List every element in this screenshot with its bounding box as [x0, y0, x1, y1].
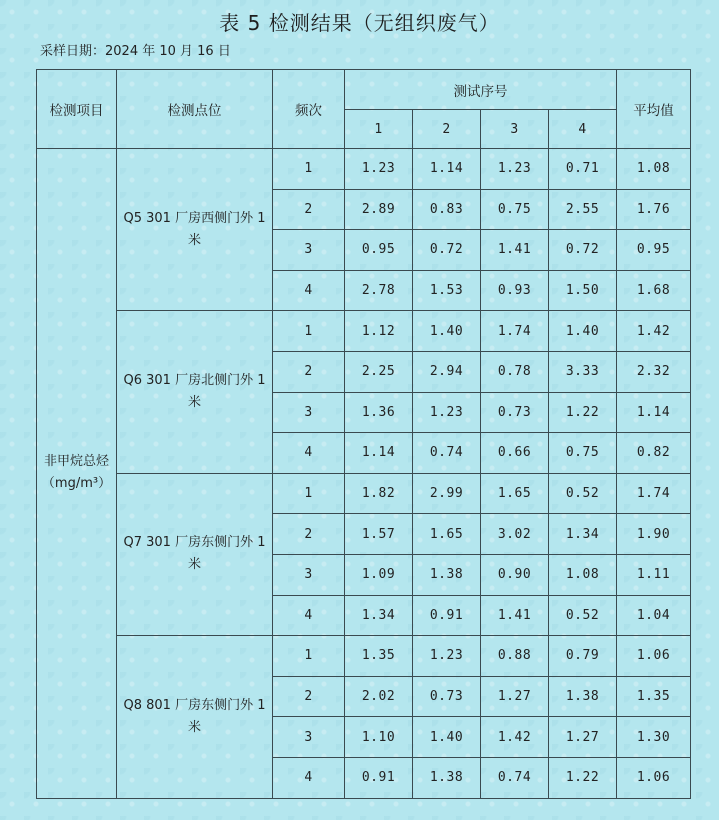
average-cell: 1.74	[617, 473, 691, 514]
value-cell: 0.66	[481, 433, 549, 474]
value-cell: 1.09	[345, 554, 413, 595]
header-test-number: 测试序号	[345, 70, 617, 110]
value-cell: 0.78	[481, 351, 549, 392]
value-cell: 0.79	[549, 636, 617, 677]
value-cell: 0.75	[549, 433, 617, 474]
frequency-cell: 2	[273, 189, 345, 230]
frequency-cell: 4	[273, 270, 345, 311]
header-test-col-4: 4	[549, 110, 617, 149]
value-cell: 0.72	[549, 230, 617, 271]
header-average: 平均值	[617, 70, 691, 149]
value-cell: 1.27	[549, 717, 617, 758]
value-cell: 2.02	[345, 676, 413, 717]
frequency-cell: 4	[273, 595, 345, 636]
frequency-cell: 3	[273, 554, 345, 595]
value-cell: 0.73	[481, 392, 549, 433]
average-cell: 1.14	[617, 392, 691, 433]
value-cell: 1.23	[413, 392, 481, 433]
table-row	[37, 473, 691, 514]
value-cell: 0.71	[549, 149, 617, 190]
average-cell: 1.68	[617, 270, 691, 311]
average-cell: 1.11	[617, 554, 691, 595]
value-cell: 1.82	[345, 473, 413, 514]
value-cell: 2.89	[345, 189, 413, 230]
value-cell: 1.14	[345, 433, 413, 474]
value-cell: 0.74	[481, 757, 549, 798]
value-cell: 0.95	[345, 230, 413, 271]
location-cell: Q5 301 厂房西侧门外 1 米	[117, 149, 273, 311]
table-title: 表 5 检测结果（无组织废气）	[219, 11, 500, 35]
frequency-cell: 1	[273, 636, 345, 677]
value-cell: 1.23	[481, 149, 549, 190]
value-cell: 1.36	[345, 392, 413, 433]
average-cell: 1.06	[617, 757, 691, 798]
value-cell: 1.38	[549, 676, 617, 717]
frequency-cell: 3	[273, 717, 345, 758]
value-cell: 1.38	[413, 757, 481, 798]
average-cell: 0.82	[617, 433, 691, 474]
value-cell: 1.14	[413, 149, 481, 190]
sample-date: 采样日期：2024 年 10 月 16 日	[40, 44, 231, 59]
header-item: 检测项目	[37, 70, 117, 149]
value-cell: 1.27	[481, 676, 549, 717]
value-cell: 0.88	[481, 636, 549, 677]
average-cell: 1.76	[617, 189, 691, 230]
value-cell: 0.75	[481, 189, 549, 230]
frequency-cell: 1	[273, 149, 345, 190]
table-row	[37, 311, 691, 352]
value-cell: 1.38	[413, 554, 481, 595]
item-name-cell: 非甲烷总烃（mg/m³）	[37, 149, 117, 799]
table-row	[37, 636, 691, 677]
value-cell: 0.93	[481, 270, 549, 311]
average-cell: 1.30	[617, 717, 691, 758]
value-cell: 1.74	[481, 311, 549, 352]
location-cell: Q7 301 厂房东侧门外 1 米	[117, 473, 273, 635]
value-cell: 1.65	[481, 473, 549, 514]
value-cell: 0.73	[413, 676, 481, 717]
value-cell: 1.34	[345, 595, 413, 636]
value-cell: 1.41	[481, 595, 549, 636]
value-cell: 1.23	[413, 636, 481, 677]
frequency-cell: 4	[273, 757, 345, 798]
value-cell: 1.35	[345, 636, 413, 677]
value-cell: 1.08	[549, 554, 617, 595]
value-cell: 3.02	[481, 514, 549, 555]
value-cell: 2.94	[413, 351, 481, 392]
table-row	[37, 149, 691, 190]
value-cell: 2.78	[345, 270, 413, 311]
average-cell: 0.95	[617, 230, 691, 271]
value-cell: 1.57	[345, 514, 413, 555]
value-cell: 1.22	[549, 757, 617, 798]
value-cell: 1.65	[413, 514, 481, 555]
average-cell: 1.06	[617, 636, 691, 677]
frequency-cell: 3	[273, 230, 345, 271]
value-cell: 1.34	[549, 514, 617, 555]
frequency-cell: 3	[273, 392, 345, 433]
value-cell: 0.52	[549, 473, 617, 514]
value-cell: 1.42	[481, 717, 549, 758]
average-cell: 1.35	[617, 676, 691, 717]
average-cell: 1.04	[617, 595, 691, 636]
value-cell: 1.10	[345, 717, 413, 758]
average-cell: 1.42	[617, 311, 691, 352]
header-location: 检测点位	[117, 70, 273, 149]
value-cell: 2.25	[345, 351, 413, 392]
value-cell: 1.40	[413, 717, 481, 758]
value-cell: 2.55	[549, 189, 617, 230]
frequency-cell: 1	[273, 473, 345, 514]
value-cell: 0.90	[481, 554, 549, 595]
value-cell: 1.12	[345, 311, 413, 352]
header-frequency: 频次	[273, 70, 345, 149]
frequency-cell: 4	[273, 433, 345, 474]
value-cell: 0.72	[413, 230, 481, 271]
value-cell: 0.83	[413, 189, 481, 230]
location-cell: Q8 801 厂房东侧门外 1 米	[117, 636, 273, 798]
value-cell: 1.41	[481, 230, 549, 271]
value-cell: 1.40	[549, 311, 617, 352]
header-test-col-3: 3	[481, 110, 549, 149]
value-cell: 1.50	[549, 270, 617, 311]
value-cell: 0.91	[345, 757, 413, 798]
value-cell: 1.23	[345, 149, 413, 190]
value-cell: 0.74	[413, 433, 481, 474]
value-cell: 1.53	[413, 270, 481, 311]
results-table	[36, 69, 691, 799]
value-cell: 1.22	[549, 392, 617, 433]
average-cell: 1.08	[617, 149, 691, 190]
value-cell: 0.91	[413, 595, 481, 636]
frequency-cell: 1	[273, 311, 345, 352]
average-cell: 2.32	[617, 351, 691, 392]
header-test-col-1: 1	[345, 110, 413, 149]
results-body	[37, 149, 691, 799]
average-cell: 1.90	[617, 514, 691, 555]
frequency-cell: 2	[273, 514, 345, 555]
location-cell: Q6 301 厂房北侧门外 1 米	[117, 311, 273, 473]
value-cell: 2.99	[413, 473, 481, 514]
value-cell: 1.40	[413, 311, 481, 352]
frequency-cell: 2	[273, 676, 345, 717]
frequency-cell: 2	[273, 351, 345, 392]
value-cell: 0.52	[549, 595, 617, 636]
value-cell: 3.33	[549, 351, 617, 392]
header-test-col-2: 2	[413, 110, 481, 149]
